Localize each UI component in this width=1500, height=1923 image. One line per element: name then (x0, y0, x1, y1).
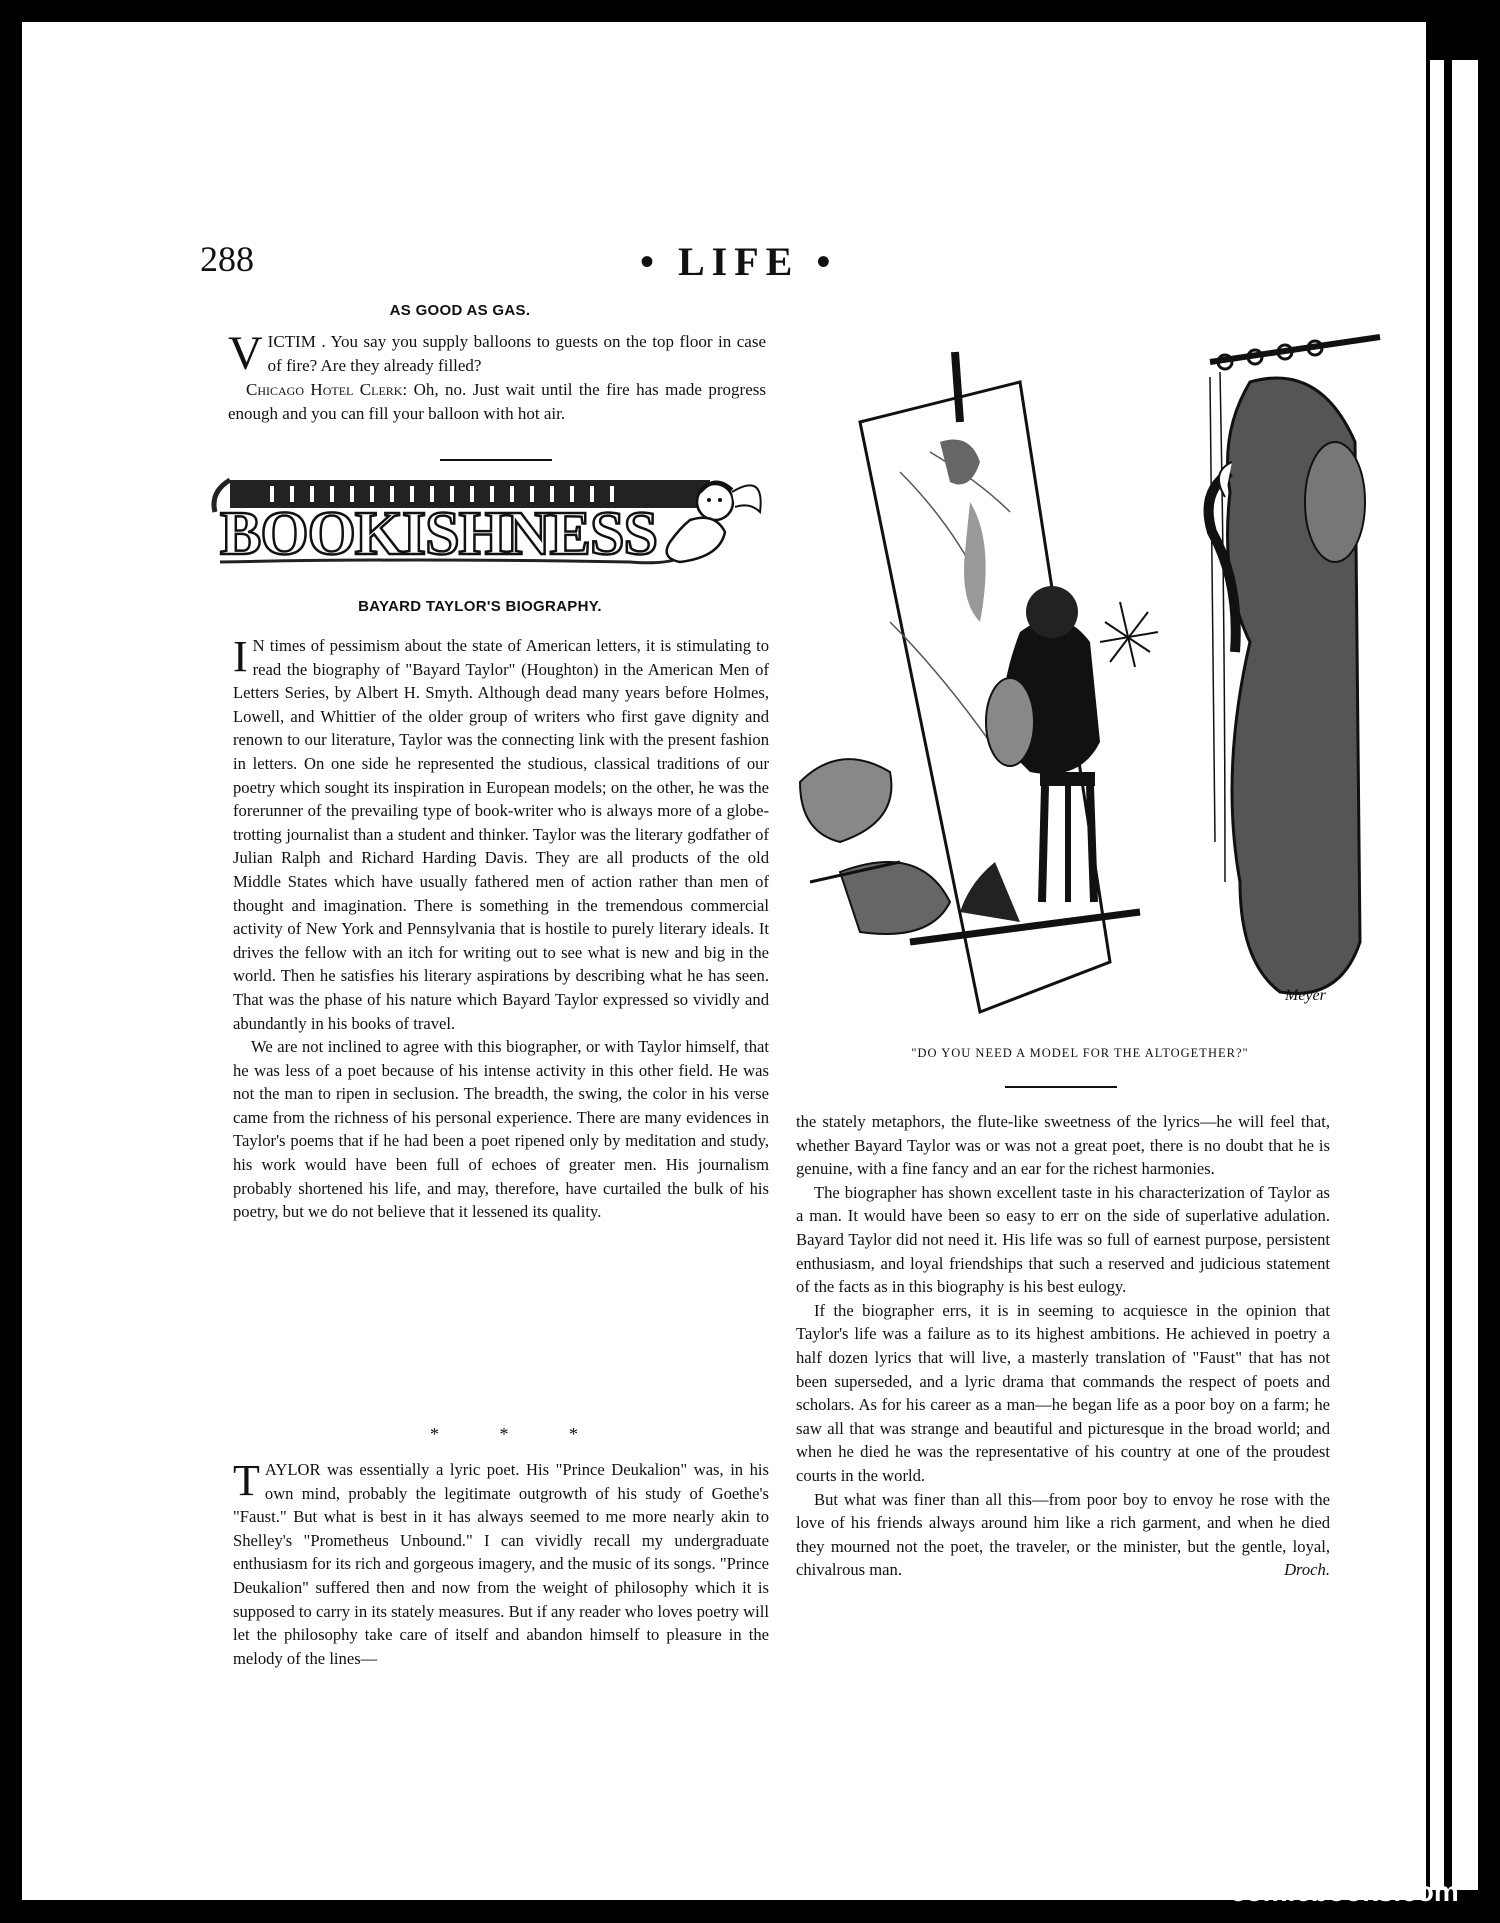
article-paragraph-7: But what was finer than all this—from poor boy to envoy he rose with the love of his friends always around him like a rich garment, and when he died they mourned not the poet, the traveler, or the minister, but the gentle, loyal, chivalrous man. (796, 1489, 1330, 1580)
author-signature: Droch. (1284, 1560, 1330, 1580)
page-number: 288 (200, 239, 254, 279)
adjacent-page-edge-outer (1452, 60, 1478, 1890)
gas-speaker: Chicago Hotel Clerk (246, 380, 403, 399)
gas-p2: : Oh, no. Just wait until the fire has made progress enough and you can fill your balloon with hot air. (228, 380, 766, 423)
divider-rule (440, 459, 552, 461)
banner-lettering: BOOKISHNESS (220, 500, 657, 568)
right-column (796, 1110, 1330, 1582)
masthead: • LIFE • (640, 239, 838, 284)
watermark: comicbooks.com (1230, 1876, 1459, 1907)
adjacent-page-edge (1430, 60, 1444, 1890)
article-paragraph-6: If the biographer errs, it is in seeming to acquiesce in the opinion that Taylor's life was a failure as to its highest ambitions. He achieved in poetry a half dozen lyrics that will live, a masterly translation of "Faust" that has not been superseded, and a lyric drama that commands the respect of poets and scholars. As for his career as a man—he began life as a poor boy on a farm; he saw all that was strange and beautiful and picturesque in the broad world; and when he died he was the representative of his country at one of the proudest courts in the world. (796, 1300, 1330, 1485)
artist-signature: Meyer (1285, 987, 1326, 1004)
article-paragraph-3: AYLOR was essentially a lyric poet. His "Prince Deukalion" was, in his own mind, probably the legitimate outgrowth of his study of Goethe's "Faust." But what is best in it has always seemed to me more nearly akin to Shelley's "Prometheus Unbound." I can vividly recall my undergraduate enthusiasm for its rich and gorgeous imagery, and the music of its songs. "Prince Deukalion" suffered then and now from the weight of philosophy which it is supposed to carry in its stately measures. But if any reader who loves poetry will let the philosophy take care of itself and abandon himself to pleasure in the melody of the lines— (233, 1460, 769, 1668)
left-column-bottom (233, 1458, 769, 1670)
article-paragraph-2: We are not inclined to agree with this biographer, or with Taylor himself, that he was less of a poet because of his intense activity in this other field. He was not the man to ripen in seclusion. The breadth, the swing, the color in his verse came from the richness of his personal experience. There are many evidences in Taylor's poems that if he had been a poet ripened only by meditation and study, his work would have been full of echoes of greater men. His journalism probably shortened his life, and may, therefore, have curtailed the bulk of his poetry, but we do not believe that it lessened its quality. (233, 1037, 769, 1222)
cartoon-illustration (780, 322, 1380, 1022)
gas-text (228, 327, 766, 426)
illustration-caption (820, 1046, 1340, 1061)
section-stars: * * * (430, 1424, 606, 1444)
left-column (233, 634, 769, 1224)
bookishness-banner (210, 462, 770, 577)
article-paragraph-5: The biographer has shown excellent taste in his characterization of Taylor as a man. It would have been so easy to err on the side of superlative adulation. Bayard Taylor did not need it. His life was so full of earnest purpose, persistent enthusiasm, and loyal friendships that such a reserved and judicious statement of the facts as in this biography is his best eulogy. (796, 1182, 1330, 1297)
gas-drop-cap: V (228, 327, 263, 380)
article-title: BAYARD TAYLOR'S BIOGRAPHY. (358, 598, 602, 615)
gas-p1: ICTIM . You say you supply balloons to guests on the top floor in case of fire? Are they already filled? (267, 332, 766, 375)
gas-title: AS GOOD AS GAS. (389, 302, 531, 319)
article-drop-cap-t: T (233, 1456, 260, 1505)
caption-text: "DO YOU NEED A MODEL FOR THE ALTOGETHER?" (911, 1046, 1249, 1060)
article-drop-cap-i: I (233, 632, 248, 681)
article-paragraph-1: N times of pessimism about the state of American letters, it is stimulating to read the biography of "Bayard Taylor" (Houghton) in the American Men of Letters Series, by Albert H. Smyth. Although dead many years before Holmes, Lowell, and Whittier of the older group of writers who first gave dignity and renown to our literature, Taylor was the connecting link with the present fashion in letters. On one side he represented the studious, classical traditions of our poetry which sought its inspiration in European models; on the other, he was the forerunner of the prevailing type of book-writer who is always more of a globe-trotting journalist than a student and thinker. Taylor was the literary godfather of Julian Ralph and Richard Harding Davis. They are all products of the old Middle States which have usually fathered men of action rather than men of thought and imagination. There is something in the tremendous commercial activity of New York and Pennsylvania that is hostile to purely literary ideals. It drives the fellow with an itch for writing out to see what is new and big in the world. Then he satisfies his literary aspirations by describing what he has seen. That was the phase of his nature which Bayard Taylor expressed so vividly and abundantly in his books of travel. (233, 636, 769, 1033)
article-paragraph-4: the stately metaphors, the flute-like sweetness of the lyrics—he will feel that, whether Bayard Taylor was or was not a great poet, there is no doubt that he is genuine, with a fine fancy and an ear for the richest harmonies. (796, 1112, 1330, 1179)
caption-rule (1005, 1086, 1117, 1088)
